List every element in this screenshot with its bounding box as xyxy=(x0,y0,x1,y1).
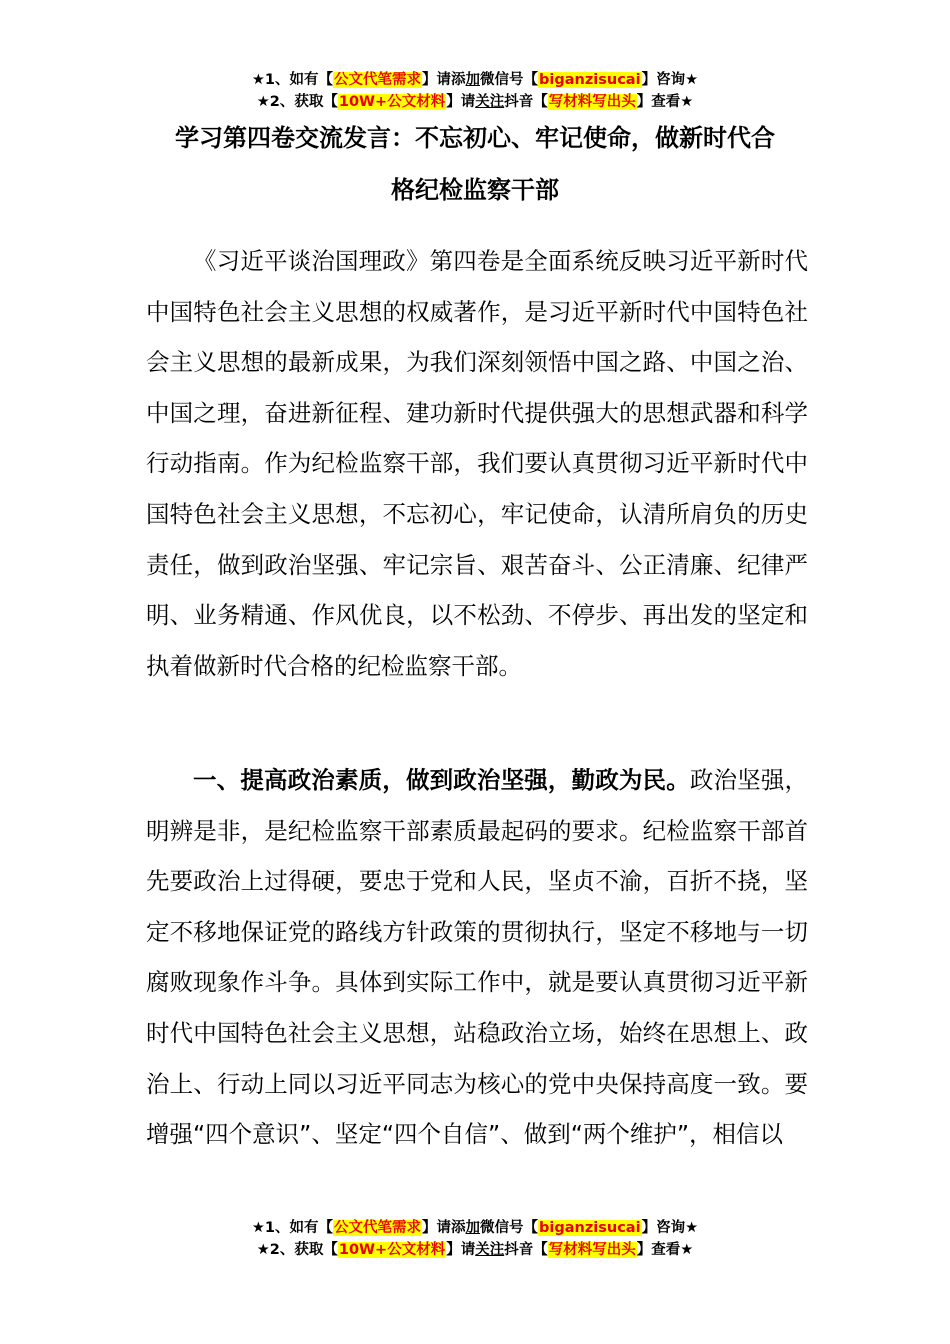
promo-line-1-highlight-wechat: biganzisucai xyxy=(539,72,641,88)
promo-line-1-suffix: 】咨询★ xyxy=(641,72,699,88)
promo-line-2 xyxy=(0,1239,950,1261)
promo-banner-bottom xyxy=(0,1217,950,1261)
promo-line-2-mid2: 抖音【 xyxy=(504,1242,548,1258)
promo-line-1 xyxy=(0,1217,950,1239)
promo-line-1-highlight-wechat: biganzisucai xyxy=(539,1220,641,1236)
promo-line-2-highlight-douyin: 写材料写出头 xyxy=(548,94,636,110)
promo-line-1-mid: 】请添 xyxy=(422,1220,466,1236)
promo-line-2 xyxy=(0,91,950,113)
paragraph-intro: 《习近平谈治国理政》第四卷是全面系统反映习近平新时代中国特色社会主义思想的权威著作，是习近平新时代中国特色社会主义思想的最新成果，为我们深刻领悟中国之路、中国之治、中国之理，奋进新征程、建功新时代提供强大的思想武器和科学行动指南。作为纪检监察干部，我们要认真贯彻习近平新时代中国特色社会主义思想，不忘初心，牢记使命，认清所肩负的历史责任，做到政治坚强、牢记宗旨、艰苦奋斗、公正清廉、纪律严明、业务精通、作风优良，以不松劲、不停步、再出发的坚定和执着做新时代合格的纪检监察干部。 xyxy=(146,247,808,680)
paragraph-section-1 xyxy=(146,755,808,1160)
promo-banner-top xyxy=(0,69,950,113)
promo-line-1-highlight-service: 公文代笔需求 xyxy=(334,72,422,88)
promo-line-1-prefix: ★1、如有【 xyxy=(251,72,334,88)
promo-line-2-suffix: 】查看★ xyxy=(636,1242,694,1258)
promo-line-1-mid: 】请添 xyxy=(422,72,466,88)
promo-line-2-suffix: 】查看★ xyxy=(636,94,694,110)
document-title xyxy=(0,112,950,216)
promo-line-2-mid: 】请 xyxy=(446,1242,476,1258)
promo-line-1-suffix: 】咨询★ xyxy=(641,1220,699,1236)
promo-line-2-underlined: 关注 xyxy=(475,94,505,110)
promo-line-2-prefix: ★2、获取【 xyxy=(256,94,338,110)
section-1-heading: 一、提高政治素质，做到政治坚强，勤政为民。 xyxy=(193,766,690,794)
promo-line-1-mid2: 微信号【 xyxy=(480,1220,539,1236)
promo-line-2-mid2: 抖音【 xyxy=(504,94,548,110)
promo-line-1-highlight-service: 公文代笔需求 xyxy=(334,1220,422,1236)
promo-line-1-underlined: 加 xyxy=(465,72,481,88)
promo-line-1 xyxy=(0,69,950,91)
document-title-line-1: 学习第四卷交流发言：不忘初心、牢记使命，做新时代合 xyxy=(175,124,775,152)
promo-line-2-highlight-materials: 10W+公文材料 xyxy=(338,94,446,110)
promo-line-2-mid: 】请 xyxy=(446,94,476,110)
promo-line-2-highlight-douyin: 写材料写出头 xyxy=(548,1242,636,1258)
document-title-line-2: 格纪检监察干部 xyxy=(391,176,559,204)
promo-line-2-underlined: 关注 xyxy=(475,1242,505,1258)
promo-line-1-underlined: 加 xyxy=(465,1220,481,1236)
promo-line-1-mid2: 微信号【 xyxy=(480,72,539,88)
promo-line-1-prefix: ★1、如有【 xyxy=(251,1220,334,1236)
section-1-body: 政治坚强，明辨是非，是纪检监察干部素质最起码的要求。纪检监察干部首先要政治上过得硬，要忠于党和人民，坚贞不渝，百折不挠，坚定不移地保证党的路线方针政策的贯彻执行，坚定不移地与一切腐败现象作斗争。具体到实际工作中，就是要认真贯彻习近平新时代中国特色社会主义思想，站稳政治立场，始终在思想上、政治上、行动上同以习近平同志为核心的党中央保持高度一致。要增强“四个意识”、坚定“四个自信”、做到“两个维护”，相信以 xyxy=(146,766,808,1149)
promo-line-2-highlight-materials: 10W+公文材料 xyxy=(338,1242,446,1258)
promo-line-2-prefix: ★2、获取【 xyxy=(256,1242,338,1258)
